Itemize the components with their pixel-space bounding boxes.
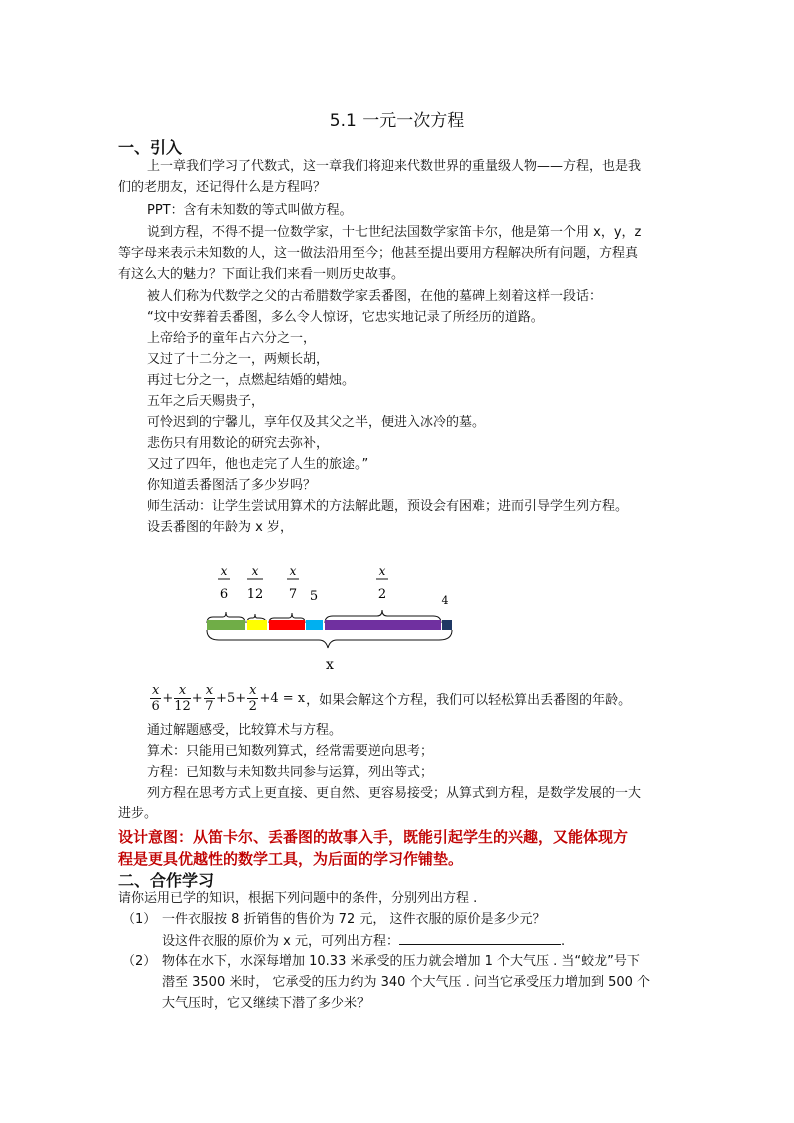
let-line: 设丢番图的年龄为 x 岁， bbox=[147, 520, 293, 535]
label-4: 4 bbox=[441, 594, 449, 607]
svg-text:x: x bbox=[251, 564, 259, 578]
svg-text:x: x bbox=[289, 564, 297, 578]
design-intent-line: 程是更具优越性的数学工具，为后面的学习作铺垫。 bbox=[118, 850, 464, 868]
question-1-text: 一件衣服按 8 折销售的售价为 72 元， 这件衣服的原价是多少元？ bbox=[162, 912, 546, 927]
question-number: （2） bbox=[122, 954, 157, 969]
design-intent-line: 设计意图：从笛卡尔、丢番图的故事入手，既能引起学生的兴趣，又能体现方 bbox=[118, 828, 629, 846]
paragraph-line: 有这么大的魅力？下面让我们来看一则历史故事。 bbox=[118, 267, 405, 282]
answer-blank[interactable] bbox=[399, 932, 561, 945]
label-x2 bbox=[376, 564, 388, 602]
total-label: x bbox=[326, 657, 334, 673]
section-heading-coop: 二、合作学习 bbox=[118, 871, 215, 890]
paragraph-line: 被人们称为代数学之父的古希腊数学家丢番图，在他的墓碑上刻着这样一段话： bbox=[147, 289, 603, 304]
poem-line: 上帝给予的童年占六分之一， bbox=[147, 331, 317, 346]
coop-intro: 请你运用已学的知识，根据下列问题中的条件，分别列出方程 . bbox=[118, 891, 478, 906]
paragraph-line: 等字母来表示未知数的人，这一做法沿用至今；他甚至提出要用方程解决所有问题，方程真 bbox=[118, 246, 639, 261]
question-2-text: 潜至 3500 米时， 它承受的压力约为 340 个大气压 . 问当它承受压力增加到 500 个 bbox=[162, 975, 651, 990]
paragraph-line: 说到方程，不得不提一位数学家，十七世纪法国数学家笛卡尔，他是第一个用 x，y，z bbox=[147, 225, 642, 240]
compare-line: 算术：只能用已知数列算式，经常需要逆向思考； bbox=[147, 744, 434, 759]
question-line: 你知道丢番图活了多少岁吗？ bbox=[147, 478, 317, 493]
paragraph-line: 上一章我们学习了代数式，这一章我们将迎来代数世界的重量级人物——方程，也是我 bbox=[147, 159, 642, 174]
question-2-text: 大气压时，它又继续下潜了多少米？ bbox=[162, 996, 371, 1011]
compare-line: 方程：已知数与未知数共同参与运算，列出等式； bbox=[147, 765, 434, 780]
question-2-text: 物体在水下，水深每增加 10.33 米承受的压力就会增加 1 个大气压 . 当“蛟龙”号下 bbox=[162, 954, 640, 969]
poem-line: 再过七分之一，点燃起结婚的蜡烛。 bbox=[147, 373, 356, 388]
equation-line: $\frac{x}{6}$ + $\frac{x}{12}$ + $\frac{x}{7}$ +5+ $\frac{x}{2}$ +4 = x，如果会解这个方程，我们可以轻松算出丢番图的年龄。 bbox=[151, 683, 632, 714]
poem-line: 五年之后天赐贵子， bbox=[147, 394, 265, 409]
paragraph-line: 们的老朋友，还记得什么是方程吗？ bbox=[118, 180, 327, 195]
question-number: （1） bbox=[122, 912, 157, 927]
compare-line: 进步。 bbox=[118, 806, 158, 821]
fraction-x2: $\frac{x}{2}$ bbox=[248, 683, 257, 714]
fraction-x12: $\frac{x}{12}$ bbox=[174, 683, 191, 714]
svg-text:x: x bbox=[378, 564, 386, 578]
compare-line: 通过解题感受，比较算术与方程。 bbox=[147, 723, 343, 738]
segment-x7 bbox=[269, 620, 305, 630]
label-x12 bbox=[247, 564, 264, 602]
fraction-x6: $\frac{x}{6}$ bbox=[151, 683, 160, 714]
ppt-line: PPT：含有未知数的等式叫做方程。 bbox=[147, 203, 353, 218]
segment-4 bbox=[442, 620, 452, 630]
poem-line: 可怜迟到的宁馨儿，享年仅及其父之半，便进入冰冷的墓。 bbox=[147, 415, 486, 430]
label-x6 bbox=[218, 564, 230, 602]
svg-text:x: x bbox=[220, 564, 228, 578]
page-title: 5.1 一元一次方程 bbox=[329, 111, 465, 131]
compare-line: 列方程在思考方式上更直接、更自然、更容易接受；从算式到方程，是数学发展的一大 bbox=[147, 786, 642, 801]
svg-text:7: 7 bbox=[288, 587, 298, 602]
activity-line: 师生活动：让学生尝试用算术的方法解此题，预设会有困难；进而引导学生列方程。 bbox=[147, 499, 629, 514]
svg-text:12: 12 bbox=[246, 587, 264, 602]
equation-tail: ，如果会解这个方程，我们可以轻松算出丢番图的年龄。 bbox=[306, 693, 632, 708]
segment-x6 bbox=[207, 620, 245, 630]
segment-x2 bbox=[325, 620, 441, 630]
poem-line: 又过了四年，他也走完了人生的旅途。” bbox=[147, 457, 369, 472]
label-x6-den: 6 bbox=[219, 587, 229, 602]
svg-text:2: 2 bbox=[377, 587, 387, 602]
fraction-x7: $\frac{x}{7}$ bbox=[205, 683, 214, 714]
segment-x12 bbox=[247, 620, 267, 630]
segment-5 bbox=[306, 620, 323, 630]
poem-line: “坟中安葬着丢番图，多么令人惊讶，它忠实地记录了所经历的道路。 bbox=[147, 310, 544, 325]
poem-line: 悲伤只有用数论的研究去弥补， bbox=[147, 436, 330, 451]
label-x7 bbox=[287, 564, 299, 602]
label-5: 5 bbox=[309, 589, 319, 604]
poem-line: 又过了十二分之一，两颊长胡， bbox=[147, 352, 330, 367]
age-diagram bbox=[195, 560, 470, 680]
question-1-answer-line: 设这件衣服的原价为 x 元，可列出方程： . bbox=[162, 934, 566, 949]
brace-total bbox=[207, 630, 452, 648]
section-heading-intro: 一、引入 bbox=[118, 138, 183, 157]
